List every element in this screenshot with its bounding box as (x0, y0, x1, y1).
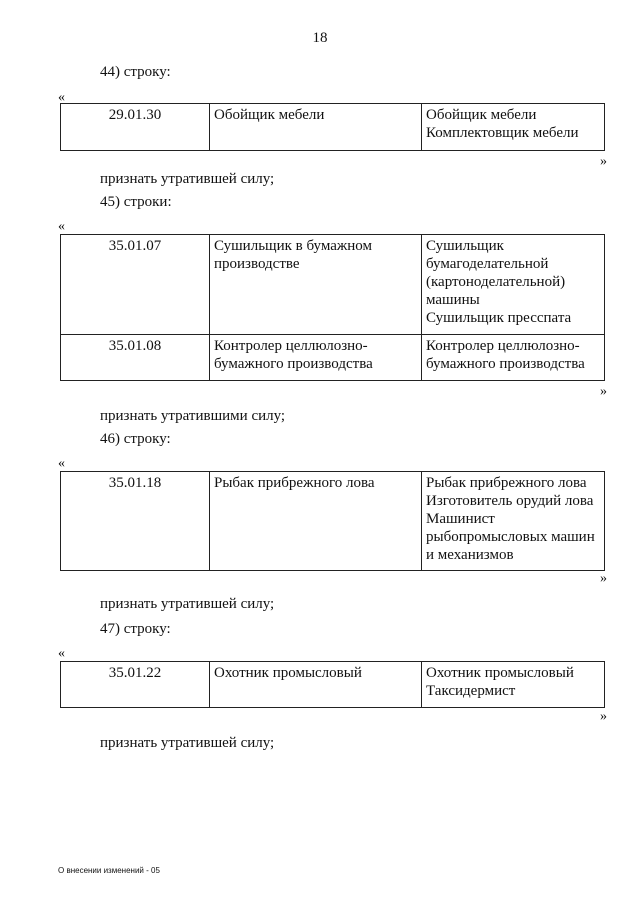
closing-quote: » (600, 384, 607, 399)
amendment-table-46 (60, 471, 605, 571)
amendment-table-44 (60, 103, 605, 151)
opening-quote: « (58, 646, 65, 661)
code-cell: 29.01.30 (61, 104, 210, 151)
profession-line: Обойщик мебели (214, 107, 325, 123)
replacement-line: Машинист (426, 511, 495, 527)
section-heading-46: 46) строку: (100, 431, 171, 447)
code-cell: 35.01.22 (61, 662, 210, 708)
profession-line: Рыбак прибрежного лова (214, 475, 375, 491)
replacement-line: и механизмов (426, 547, 514, 563)
replacement-line: Изготовитель орудий лова (426, 493, 594, 509)
replacement-cell (422, 104, 605, 151)
opening-quote: « (58, 456, 65, 471)
section-conclusion-44: признать утратившей силу; (100, 171, 275, 187)
profession-cell (210, 472, 422, 571)
profession-cell (210, 335, 422, 381)
opening-quote: « (58, 90, 65, 105)
opening-quote: « (58, 219, 65, 234)
replacement-cell (422, 335, 605, 381)
profession-line: Охотник промысловый (214, 665, 362, 681)
section-heading-45: 45) строки: (100, 194, 172, 210)
document-footer: О внесении изменений - 05 (58, 866, 160, 875)
profession-cell (210, 662, 422, 708)
table-row (61, 104, 605, 151)
amendment-table-45 (60, 234, 605, 381)
amendment-table-47 (60, 661, 605, 708)
replacement-line: Комплектовщик мебели (426, 125, 579, 141)
closing-quote: » (600, 154, 607, 169)
table-row (61, 662, 605, 708)
table-row (61, 335, 605, 381)
replacement-line: Таксидермист (426, 683, 516, 699)
replacement-line: машины (426, 292, 480, 308)
section-heading-47: 47) строку: (100, 621, 171, 637)
replacement-line: Рыбак прибрежного лова (426, 475, 587, 491)
replacement-cell (422, 662, 605, 708)
replacement-cell (422, 235, 605, 335)
code-cell: 35.01.07 (61, 235, 210, 335)
profession-cell (210, 235, 422, 335)
section-conclusion-45: признать утратившими силу; (100, 408, 286, 424)
replacement-line: Сушильщик (426, 238, 504, 254)
profession-line: бумажного производства (214, 356, 373, 372)
replacement-line: Обойщик мебели (426, 107, 537, 123)
replacement-line: Контролер целлюлозно- (426, 338, 580, 354)
profession-line: производстве (214, 256, 300, 272)
replacement-line: бумажного производства (426, 356, 585, 372)
section-heading-44: 44) строку: (100, 64, 171, 80)
replacement-cell (422, 472, 605, 571)
profession-cell (210, 104, 422, 151)
page-number: 18 (312, 30, 328, 46)
replacement-line: бумагоделательной (426, 256, 549, 272)
replacement-line: Сушильщик пресспата (426, 310, 572, 326)
section-conclusion-47: признать утратившей силу; (100, 735, 275, 751)
replacement-line: Охотник промысловый (426, 665, 574, 681)
code-cell: 35.01.08 (61, 335, 210, 381)
table-row (61, 472, 605, 571)
table-row (61, 235, 605, 335)
replacement-line: рыбопромысловых машин (426, 529, 595, 545)
closing-quote: » (600, 571, 607, 586)
section-conclusion-46: признать утратившей силу; (100, 596, 275, 612)
code-cell: 35.01.18 (61, 472, 210, 571)
profession-line: Сушильщик в бумажном (214, 238, 372, 254)
closing-quote: » (600, 709, 607, 724)
replacement-line: (картоноделательной) (426, 274, 566, 290)
profession-line: Контролер целлюлозно- (214, 338, 368, 354)
